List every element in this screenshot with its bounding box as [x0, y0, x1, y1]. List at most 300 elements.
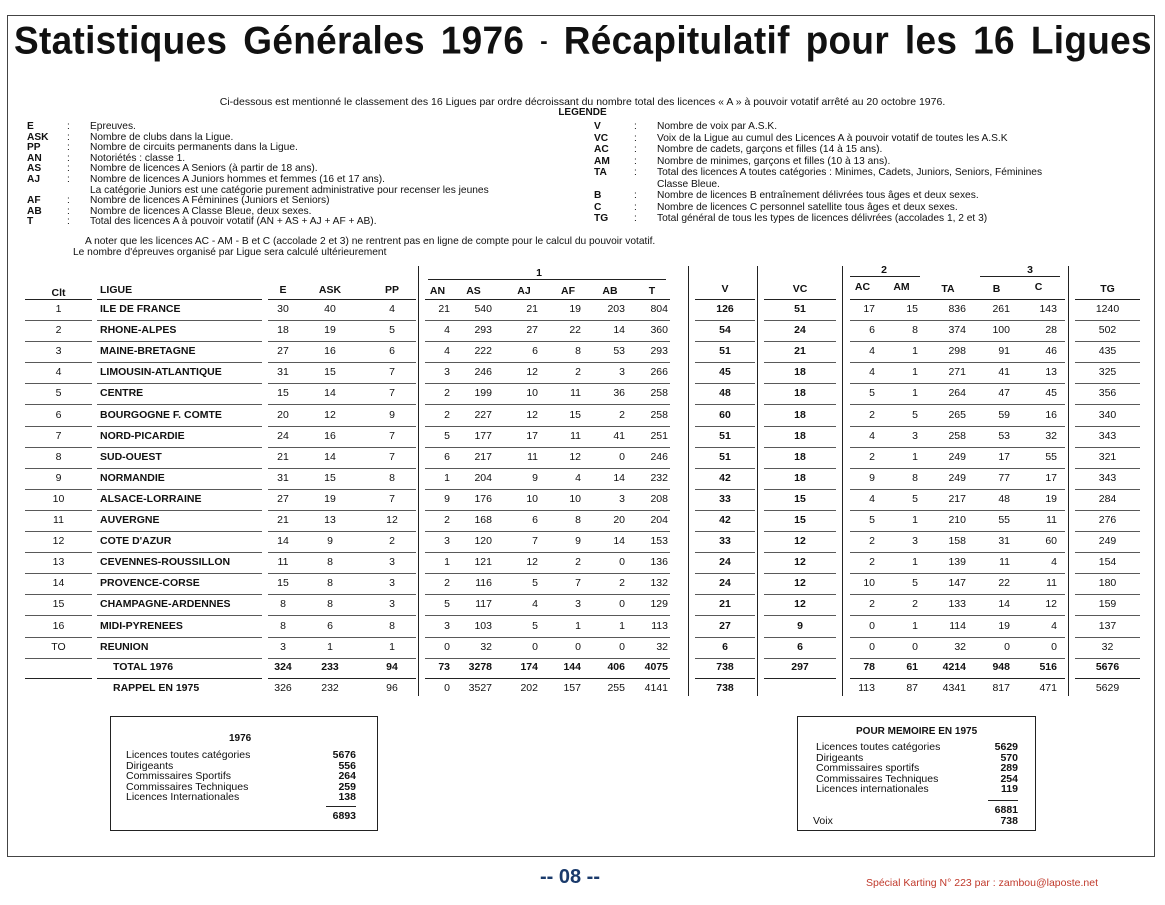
row-rule	[97, 615, 262, 616]
header-af: AF	[561, 285, 575, 297]
legend-colon: :	[67, 121, 70, 132]
table-cell: 374	[948, 324, 966, 337]
box-line-value: 138	[338, 791, 356, 804]
table-cell: 258	[650, 408, 668, 421]
table-cell: 2	[389, 535, 395, 548]
table-cell: 18	[277, 324, 289, 337]
table-cell: 32	[1101, 640, 1114, 653]
legend-colon: :	[67, 142, 70, 154]
row-rule	[695, 447, 755, 448]
table-cell: 3	[389, 577, 395, 590]
table-cell: 12	[794, 556, 806, 569]
row-rule	[97, 383, 262, 384]
table-cell: 12	[794, 535, 806, 548]
table-cell: 222	[474, 345, 492, 358]
row-rule	[1075, 447, 1140, 448]
row-rule	[425, 341, 670, 342]
row-rule	[850, 383, 1065, 384]
table-cell: 1	[389, 640, 395, 653]
legend-colon: :	[634, 155, 637, 167]
header-ligue: LIGUE	[100, 284, 133, 296]
total-rule	[425, 678, 670, 679]
table-cell: 0	[1004, 640, 1010, 653]
table-cell: 321	[1098, 450, 1117, 463]
legend-key: E	[27, 121, 34, 132]
rappel-cell: 232	[321, 682, 339, 694]
table-cell: 54	[719, 324, 731, 337]
total-cell: 174	[520, 661, 538, 673]
table-cell: 2	[55, 324, 62, 337]
row-rule	[425, 362, 670, 363]
table-cell: 12	[794, 577, 806, 590]
table-cell: 41	[998, 366, 1010, 379]
row-rule	[764, 320, 836, 321]
table-cell: 4	[869, 366, 875, 379]
table-cell: 9	[797, 619, 803, 632]
table-cell: 19	[569, 303, 581, 315]
row-rule	[268, 615, 416, 616]
table-cell: 7	[389, 366, 395, 379]
table-cell: TO	[51, 640, 66, 653]
table-cell: 264	[948, 387, 966, 400]
table-cell: 48	[719, 387, 731, 400]
row-rule	[764, 615, 836, 616]
table-cell: 60	[1045, 535, 1057, 548]
row-rule	[850, 552, 1065, 553]
table-cell: 1	[619, 619, 625, 632]
row-rule	[695, 573, 755, 574]
table-cell: 325	[1098, 366, 1117, 379]
ligue-name: LIMOUSIN-ATLANTIQUE	[100, 366, 222, 379]
legend-colon: :	[67, 195, 70, 207]
header-am: AM	[893, 281, 910, 293]
group-label-3: 3	[1027, 264, 1033, 276]
legend-key: B	[594, 190, 602, 201]
table-cell: 5	[532, 619, 538, 632]
table-cell: 19	[1045, 492, 1057, 505]
header-rule	[850, 299, 1065, 300]
table-cell: 7	[532, 535, 538, 548]
legend-desc: Voix de la Ligue au cumul des Licences A à pouvoir votatif de toutes les A.S.K	[657, 132, 1008, 144]
total-cell: 5676	[1095, 661, 1120, 673]
table-cell: 41	[613, 429, 625, 442]
rappel-cell: 4341	[942, 682, 966, 694]
box-line-label: Commissaires Techniques	[126, 780, 249, 793]
table-cell: 13	[1045, 366, 1057, 379]
table-cell: 2	[575, 556, 581, 569]
row-rule	[25, 531, 92, 532]
table-cell: 12	[1045, 598, 1057, 611]
legend-desc: Classe Bleue.	[657, 178, 720, 190]
table-cell: 113	[651, 619, 668, 632]
row-rule	[25, 426, 92, 427]
row-rule	[1075, 658, 1140, 659]
legend-key: VC	[594, 132, 609, 144]
table-cell: 0	[619, 640, 625, 653]
rappel-cell: 738	[716, 682, 734, 694]
box-line-value: 264	[338, 770, 356, 783]
row-rule	[25, 489, 92, 490]
table-cell: 258	[948, 429, 966, 442]
title-word: -	[540, 27, 548, 54]
table-cell: 120	[474, 535, 492, 548]
table-cell: 249	[1098, 535, 1117, 548]
table-cell: 836	[948, 303, 966, 315]
table-cell: 2	[575, 366, 581, 379]
row-rule	[1075, 573, 1140, 574]
table-cell: 246	[474, 366, 492, 379]
row-rule	[764, 489, 836, 490]
row-rule	[695, 362, 755, 363]
row-rule	[1075, 594, 1140, 595]
table-cell: 12	[794, 598, 806, 611]
row-rule	[425, 320, 670, 321]
table-cell: 265	[948, 408, 966, 421]
legend-colon: :	[67, 205, 70, 217]
total-cell: 4214	[942, 661, 966, 673]
header-ac: AC	[854, 281, 871, 293]
ligue-name: COTE D'AZUR	[100, 535, 172, 548]
box-total-rule	[988, 800, 1018, 801]
box-line-label: Licences Internationales	[126, 791, 240, 804]
row-rule	[1075, 383, 1140, 384]
table-cell: 0	[912, 640, 918, 653]
table-cell: 1	[55, 303, 62, 315]
total-rule	[1075, 678, 1140, 679]
total-rule	[268, 678, 416, 679]
total-cell: 94	[386, 661, 398, 673]
total-cell: 516	[1039, 661, 1057, 673]
box-line-value: 5629	[994, 741, 1018, 753]
box-line-label: Licences toutes catégories	[816, 741, 941, 753]
table-cell: 33	[719, 535, 731, 548]
ligue-name: MIDI-PYRENEES	[100, 619, 183, 632]
ligue-name: CEVENNES-ROUSSILLON	[100, 556, 231, 569]
legend-desc: Nombre de licences B entraînement délivrées tous âges et deux sexes.	[657, 190, 979, 201]
table-cell: 10	[569, 492, 581, 505]
table-cell: 46	[1045, 345, 1057, 358]
table-cell: 2	[869, 450, 875, 463]
table-cell: 168	[474, 514, 492, 526]
box-voix-value: 738	[1000, 815, 1018, 827]
table-cell: 13	[324, 514, 336, 526]
row-rule	[764, 362, 836, 363]
table-cell: 18	[794, 408, 806, 421]
table-cell: 45	[719, 366, 731, 379]
rappel-cell: 3527	[468, 682, 492, 694]
table-cell: 55	[1045, 450, 1057, 463]
ligue-name: REUNION	[100, 640, 149, 653]
rappel-cell: 255	[607, 682, 625, 694]
table-cell: 24	[794, 324, 806, 337]
table-cell: 2	[444, 387, 450, 400]
row-rule	[97, 362, 262, 363]
table-cell: 2	[444, 577, 450, 590]
row-rule	[97, 637, 262, 638]
table-cell: 3	[444, 535, 450, 548]
box-line-label: Commissaires sportifs	[816, 762, 920, 775]
table-cell: 8	[55, 450, 62, 463]
table-cell: 360	[650, 324, 668, 337]
table-cell: 10	[526, 492, 538, 505]
table-cell: 4	[1051, 556, 1057, 569]
table-cell: 117	[475, 598, 492, 611]
table-cell: 8	[327, 577, 333, 590]
header-rule	[25, 299, 92, 300]
table-cell: 0	[1051, 640, 1057, 653]
legend-key: AB	[27, 205, 42, 217]
row-rule	[25, 658, 92, 659]
table-cell: 249	[948, 450, 966, 463]
table-cell: 7	[389, 492, 395, 505]
table-cell: 133	[948, 598, 966, 611]
table-cell: 11	[527, 450, 538, 463]
table-cell: 4	[532, 598, 538, 611]
table-cell: 18	[794, 366, 806, 379]
row-rule	[268, 573, 416, 574]
row-rule	[1075, 489, 1140, 490]
row-rule	[425, 447, 670, 448]
table-cell: 45	[1045, 387, 1057, 400]
table-cell: 4	[869, 492, 875, 505]
rappel-cell: 96	[386, 682, 398, 694]
row-rule	[695, 341, 755, 342]
table-cell: 14	[52, 577, 65, 590]
box-line-label: Licences internationales	[816, 783, 929, 796]
table-cell: 12	[526, 556, 538, 569]
table-cell: 2	[869, 556, 875, 569]
table-cell: 31	[998, 535, 1010, 548]
row-rule	[695, 594, 755, 595]
header-as: AS	[466, 285, 481, 297]
legend-key: AC	[594, 144, 609, 155]
legend-desc: Epreuves.	[90, 121, 136, 132]
ligue-name: AUVERGNE	[100, 514, 160, 526]
legend-colon: :	[634, 213, 637, 224]
row-rule	[425, 658, 670, 659]
row-rule	[850, 320, 1065, 321]
legend-desc: La catégorie Juniors est une catégorie purement administrative pour recenser les jeunes	[90, 184, 489, 196]
table-cell: 3	[619, 366, 625, 379]
ligue-name: RHONE-ALPES	[100, 324, 177, 337]
table-cell: 1	[912, 387, 918, 400]
row-rule	[268, 341, 416, 342]
table-cell: 6	[797, 640, 803, 653]
table-cell: 356	[1098, 387, 1117, 400]
row-rule	[425, 489, 670, 490]
table-cell: 5	[912, 577, 918, 590]
row-rule	[25, 594, 92, 595]
table-cell: 24	[719, 556, 731, 569]
row-rule	[764, 552, 836, 553]
row-rule	[268, 426, 416, 427]
table-cell: 8	[280, 598, 286, 611]
table-cell: 11	[1046, 577, 1057, 590]
table-cell: 204	[474, 471, 492, 484]
table-cell: 435	[1098, 345, 1117, 358]
row-rule	[97, 447, 262, 448]
row-rule	[268, 658, 416, 659]
table-cell: 8	[575, 345, 581, 358]
table-cell: 32	[656, 640, 668, 653]
table-cell: 2	[444, 408, 450, 421]
table-cell: 7	[389, 429, 395, 442]
table-cell: 18	[794, 429, 806, 442]
table-cell: 18	[794, 387, 806, 400]
table-cell: 4	[1051, 619, 1057, 632]
box-line-value: 570	[1000, 751, 1018, 764]
legend-desc: Nombre de voix par A.S.K.	[657, 121, 778, 132]
total-cell: 406	[607, 661, 625, 673]
table-cell: 8	[912, 471, 918, 484]
group-brace-2	[850, 276, 920, 277]
legend-key: AN	[27, 152, 42, 164]
table-cell: 22	[998, 577, 1010, 590]
row-rule	[425, 426, 670, 427]
legend-colon: :	[634, 121, 637, 132]
row-rule	[850, 447, 1065, 448]
legend-desc: Nombre de licences A Juniors hommes et femmes (16 et 17 ans).	[90, 174, 386, 185]
rappel-cell: 202	[520, 682, 538, 694]
row-rule	[850, 510, 1065, 511]
legend-key: V	[594, 121, 601, 132]
table-cell: 9	[444, 492, 450, 505]
row-rule	[97, 468, 262, 469]
table-cell: 51	[719, 345, 731, 358]
legend-key: C	[594, 201, 602, 213]
table-cell: 5	[912, 492, 918, 505]
table-cell: 11	[570, 429, 581, 442]
legend-key: AF	[27, 195, 41, 207]
table-cell: 15	[52, 598, 65, 611]
header-rule	[695, 299, 755, 300]
title-word: Récapitulatif	[563, 18, 790, 62]
row-rule	[1075, 362, 1140, 363]
table-cell: 293	[650, 345, 668, 358]
table-cell: 32	[954, 640, 966, 653]
total-rule	[25, 678, 92, 679]
row-rule	[764, 468, 836, 469]
rappel-cell: 326	[274, 682, 292, 694]
table-cell: 19	[324, 492, 336, 505]
table-cell: 2	[619, 408, 625, 421]
table-cell: 24	[719, 577, 731, 590]
ligue-name: BOURGOGNE F. COMTE	[100, 408, 222, 421]
box-total: 6893	[332, 810, 356, 822]
table-cell: 217	[474, 450, 492, 463]
summary-box-1975	[797, 716, 1036, 831]
table-cell: 136	[650, 556, 668, 569]
table-cell: 24	[277, 429, 289, 442]
header-rule	[425, 299, 670, 300]
table-cell: 16	[324, 429, 336, 442]
row-rule	[764, 341, 836, 342]
header-ask: ASK	[318, 284, 342, 296]
ligue-name: MAINE-BRETAGNE	[100, 345, 196, 358]
table-cell: 48	[998, 492, 1010, 505]
row-rule	[695, 531, 755, 532]
box-line-label: Commissaires Techniques	[816, 772, 939, 785]
row-rule	[764, 531, 836, 532]
table-cell: 17	[526, 429, 538, 442]
table-cell: 1	[912, 514, 918, 526]
table-cell: 20	[277, 408, 289, 421]
table-cell: 298	[948, 345, 966, 358]
table-cell: 9	[532, 471, 538, 484]
table-cell: 126	[716, 303, 734, 315]
table-cell: 20	[613, 514, 625, 526]
row-rule	[850, 637, 1065, 638]
title-word: les	[904, 18, 958, 62]
legend-key: TA	[594, 167, 607, 178]
rappel-cell: 113	[858, 682, 875, 694]
table-cell: 8	[912, 324, 918, 337]
table-cell: 53	[613, 345, 625, 358]
header-vc: VC	[792, 283, 808, 295]
table-cell: 159	[1098, 598, 1117, 611]
table-cell: 40	[324, 303, 336, 315]
group-label-2: 2	[881, 264, 887, 276]
table-cell: 27	[526, 324, 538, 337]
table-cell: 180	[1098, 577, 1117, 590]
table-cell: 1	[912, 345, 918, 358]
table-cell: 3	[619, 492, 625, 505]
table-cell: 15	[324, 471, 336, 484]
table-cell: 340	[1098, 408, 1117, 421]
row-rule	[850, 426, 1065, 427]
table-cell: 53	[998, 429, 1010, 442]
table-cell: 217	[948, 492, 966, 505]
row-rule	[425, 637, 670, 638]
table-cell: 0	[575, 640, 581, 653]
table-cell: 28	[1045, 324, 1057, 337]
row-rule	[850, 658, 1065, 659]
row-rule	[1075, 531, 1140, 532]
box-line-label: Dirigeants	[816, 751, 864, 764]
row-rule	[425, 468, 670, 469]
row-rule	[25, 404, 92, 405]
table-cell: 9	[327, 535, 333, 548]
table-cell: 0	[619, 450, 625, 463]
row-rule	[764, 573, 836, 574]
row-rule	[850, 362, 1065, 363]
table-cell: 15	[324, 366, 336, 379]
table-cell: 1	[912, 366, 918, 379]
table-cell: 2	[869, 598, 875, 611]
row-rule	[268, 531, 416, 532]
box-line-label: Commissaires Sportifs	[126, 770, 232, 783]
table-cell: 3	[912, 535, 918, 548]
row-rule	[850, 489, 1065, 490]
row-rule	[268, 637, 416, 638]
table-cell: 1	[327, 640, 333, 653]
table-cell: 14	[324, 450, 336, 463]
row-rule	[25, 615, 92, 616]
table-cell: 8	[280, 619, 286, 632]
table-cell: 14	[613, 471, 625, 484]
table-cell: 276	[1098, 514, 1117, 526]
table-cell: 266	[650, 366, 668, 379]
table-cell: 5	[912, 408, 918, 421]
table-cell: 10	[526, 387, 538, 400]
legend-desc: Nombre de clubs dans la Ligue.	[90, 131, 234, 143]
legend-key: AM	[594, 155, 610, 167]
table-cell: 9	[575, 535, 581, 548]
table-cell: 33	[719, 492, 731, 505]
table-cell: 1	[912, 619, 918, 632]
ligue-name: NORD-PICARDIE	[100, 429, 185, 442]
table-cell: 1	[444, 556, 450, 569]
